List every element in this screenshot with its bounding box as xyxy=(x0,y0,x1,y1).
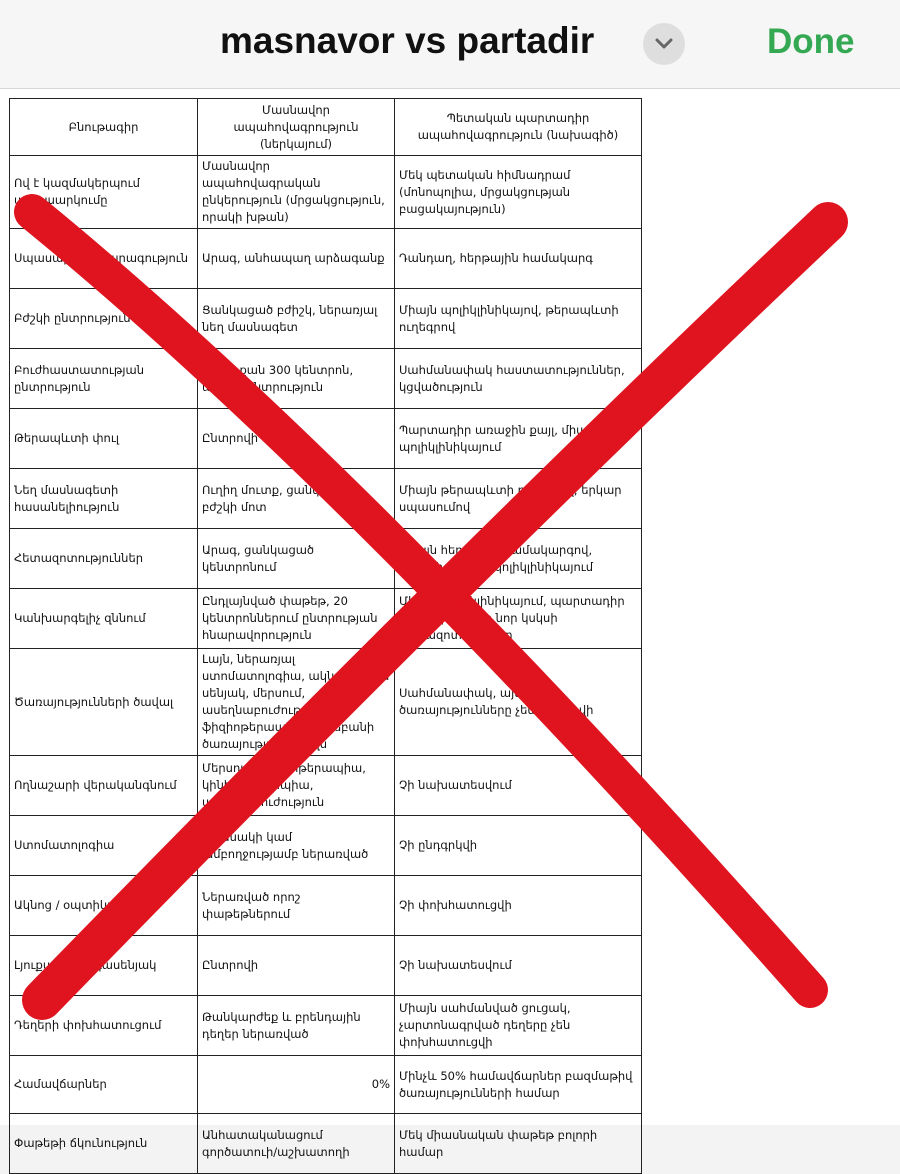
table-cell: Բժշկի ընտրություն xyxy=(10,289,198,349)
table-cell: Ծառայությունների ծավալ xyxy=(10,649,198,756)
table-row xyxy=(10,289,642,349)
table-cell: Չի փոխհատուցվի xyxy=(395,876,642,936)
table-cell: Թանկարժեք և բրենդային դեղեր ներառված xyxy=(198,996,395,1056)
table-cell: Մերսում, ֆիզիոթերապիա, կինեզոթերապիա, ասեղնաբուժություն xyxy=(198,756,395,816)
header-private: Մասնավոր ապահովագրություն (ներկայում) xyxy=(198,99,395,156)
table-cell: Ով է կազմակերպում ապասարկումը xyxy=(10,156,198,229)
table-cell: Կանխարգելիչ զննում xyxy=(10,589,198,649)
table-cell: Մեկ միասնական փաթեթ բոլորի համար xyxy=(395,1114,642,1174)
table-cell: Մասնավոր ապահովագրական ընկերություն (մրցակցություն, որակի խթան) xyxy=(198,156,395,229)
table-cell: Արագ, անհապաղ արձագանք xyxy=(198,229,395,289)
table-row xyxy=(10,816,642,876)
table-cell: Լայն, ներառյալ ստոմատոլոգիա, ակնոց, լյուքս սենյակ, մերսում, ասեղնաբուժություն, ֆիզիոթերապիա, հոգեբանի ծառայություն և այլն xyxy=(198,649,395,756)
table-row xyxy=(10,876,642,936)
table-row xyxy=(10,409,642,469)
chevron-down-icon xyxy=(654,36,674,52)
table-cell: Ներառված որոշ փաթեթներում xyxy=(198,876,395,936)
table-cell: Ստոմատոլոգիա xyxy=(10,816,198,876)
table-cell: Միայն պոլիկլինիկայում, պարտադիր ուղեգրից հետո նոր կսկսի հետազոտությունը xyxy=(395,589,642,649)
table-row xyxy=(10,229,642,289)
table-header-row xyxy=(10,99,642,156)
table-cell: Ընդլայնված փաթեթ, 20 կենտրոններում ընտրության հնարավորություն xyxy=(198,589,395,649)
table-cell: Մինչև 50% համավճարներ բազմաթիվ ծառայությունների համար xyxy=(395,1056,642,1114)
table-cell: Փաթեթի ճկունություն xyxy=(10,1114,198,1174)
table-cell: Սպասարկման արագություն xyxy=(10,229,198,289)
table-cell: Միայն թերապևտի ուղեգրով, երկար սպասումով xyxy=(395,469,642,529)
table-cell: Չի նախատեսվում xyxy=(395,756,642,816)
table-cell: Ակնոց / օպտիկա xyxy=(10,876,198,936)
table-cell: Միայն հերթային համակարգով, հաճախ միայն պոլիկլինիկայում xyxy=(395,529,642,589)
table-cell: Պարտադիր առաջին քայլ, միայն պոլիկլինիկայում xyxy=(395,409,642,469)
table-cell: Ընտրովի xyxy=(198,936,395,996)
table-cell: Լյուքս հիվանդասենյակ xyxy=(10,936,198,996)
table-cell: Բուժհաստատության ընտրություն xyxy=(10,349,198,409)
table-row xyxy=(10,349,642,409)
header-state: Պետական պարտադիր ապահովագրություն (նախագիծ) xyxy=(395,99,642,156)
table-cell: Սահմանափակ հաստատություններ, կցվածություն xyxy=(395,349,642,409)
top-bar xyxy=(0,0,900,89)
table-cell: Ցանկացած բժիշկ, ներառյալ նեղ մասնագետ xyxy=(198,289,395,349)
table-row xyxy=(10,649,642,756)
table-row xyxy=(10,996,642,1056)
header-characteristic: Բնութագիր xyxy=(10,99,198,156)
table-cell: Ավելի քան 300 կենտրոն, ազատ ընտրություն xyxy=(198,349,395,409)
table-cell: Ուղիղ մուտք, ցանկացած բժշկի մոտ xyxy=(198,469,395,529)
done-button[interactable]: Done xyxy=(767,22,855,61)
table-cell: Մեկ պետական հիմնադրամ (մոնոպոլիա, մրցակցության բացակայություն) xyxy=(395,156,642,229)
table-cell: Ողնաշարի վերականգնում xyxy=(10,756,198,816)
table-cell: Ընտրովի xyxy=(198,409,395,469)
table-cell: Սահմանափակ, այս ծառայությունները չեն ներառվի xyxy=(395,649,642,756)
table-row xyxy=(10,156,642,229)
document-title: masnavor vs partadir xyxy=(220,20,595,61)
table-row xyxy=(10,469,642,529)
table-row xyxy=(10,1114,642,1174)
table-cell: 0% xyxy=(198,1056,395,1114)
table-row xyxy=(10,589,642,649)
table-cell: Արագ, ցանկացած կենտրոնում xyxy=(198,529,395,589)
comparison-table xyxy=(9,98,642,1174)
table-cell: Դեղերի փոխհատուցում xyxy=(10,996,198,1056)
table-cell: Չի նախատեսվում xyxy=(395,936,642,996)
document-view[interactable] xyxy=(0,89,900,1159)
table-cell: Չի ընդգրկվի xyxy=(395,816,642,876)
table-cell: Անհատականացում գործատուի/աշխատողի xyxy=(198,1114,395,1174)
title-menu-button[interactable] xyxy=(643,23,685,65)
table-row xyxy=(10,756,642,816)
table-cell: Նեղ մասնագետի հասանելիություն xyxy=(10,469,198,529)
table-row xyxy=(10,1056,642,1114)
table-row xyxy=(10,936,642,996)
table-row xyxy=(10,529,642,589)
table-cell: Միայն սահմանված ցուցակ, չարտոնագրված դեղերը չեն փոխհատուցվի xyxy=(395,996,642,1056)
table-cell: Միայն պոլիկլինիկայով, թերապևտի ուղեգրով xyxy=(395,289,642,349)
table-cell: Հետազոտություններ xyxy=(10,529,198,589)
table-cell: Համավճարներ xyxy=(10,1056,198,1114)
table-cell: Մասնակի կամ ամբողջությամբ ներառված xyxy=(198,816,395,876)
table-cell: Թերապևտի փուլ xyxy=(10,409,198,469)
table-cell: Դանդաղ, հերթային համակարգ xyxy=(395,229,642,289)
